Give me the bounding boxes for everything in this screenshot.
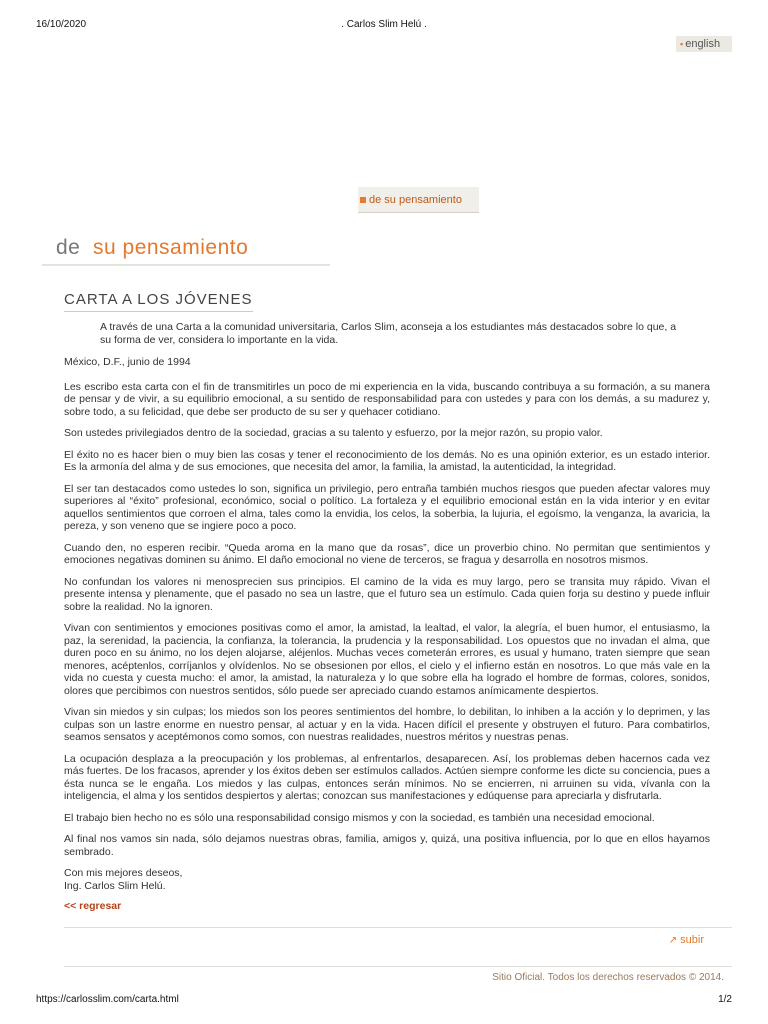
letter-paragraph: El éxito no es hacer bien o muy bien las cosas y tener el reconocimiento de los demás. No es una opinión exterior, es un estado interior. Es la armonía del alma y de sus emociones, que necesita del amor, la familia, la amistad, la autenticidad, la integridad.	[64, 448, 710, 473]
print-url: https://carlosslim.com/carta.html	[36, 994, 179, 1005]
letter-paragraph: Al final nos vamos sin nada, sólo dejamos nuestras obras, familia, amigos y, quizá, una positiva influencia, por lo que en ellos hayamos sembrado.	[64, 833, 710, 858]
letter-paragraph: No confundan los valores ni menosprecien sus principios. El camino de la vida es muy largo, pero se transita muy rápido. Vivan el presente intensa y plenamente, que el pasado no sea un lastre, que el futuro sea un estímulo. Cada quien forja su destino y puede influir sobre la realidad. No la ignoren.	[64, 575, 710, 613]
section-tab-label: de su pensamiento	[369, 194, 462, 206]
scroll-up-link[interactable]	[669, 934, 704, 946]
print-doc-title: . Carlos Slim Helú .	[341, 19, 427, 30]
letter-paragraph: El trabajo bien hecho no es sólo una responsabilidad consigo mismos y con la sociedad, es también una necesidad emocional.	[64, 811, 655, 824]
web-page	[40, 34, 736, 994]
letter-body	[64, 356, 710, 913]
language-link[interactable]	[676, 36, 732, 52]
content-divider	[64, 927, 732, 928]
copyright-text: Sitio Oficial. Todos los derechos reservados © 2014.	[492, 972, 724, 983]
letter-paragraph: Vivan con sentimientos y emociones positivas como el amor, la amistad, la lealtad, el valor, la alegría, el buen humor, el entusiasmo, la paz, la serenidad, la paciencia, la confianza, la tolerancia, la prudencia y la responsabilidad. Los opuestos que no invadan el alma, que duren poco en su ánimo, no los dejen alojarse, aléjenlos. Muchas veces cometerán errores, es usual y humano, traten siempre que sean menores, acéptenlos, corríjanlos y olvídenlos. No se obsesionen por ellos, el cielo y el infierno están en nosotros. Lo que más vale en la vida no cuesta y cuesta mucho: el amor, la amistad, la naturaleza y lo que sobre ella ha logrado el hombre de formas, colores, sonidos, olores que percibimos con nuestros sentidos, sólo puede ser apreciado cuando estamos anímicamente despiertos.	[64, 622, 710, 697]
letter-paragraph: Cuando den, no esperen recibir. “Queda aroma en la mano que da rosas”, dice un proverbio chino. No permitan que sentimientos y emociones negativas dominen su ánimo. El daño emocional no viene de terceros, se fragua y desarrolla en nosotros mismos.	[64, 541, 710, 566]
footer-divider	[64, 966, 732, 967]
letter-paragraph: El ser tan destacados como ustedes lo son, significa un privilegio, pero entraña también muchos riesgos que pueden afectar valores muy superiores al “éxito” profesional, económico, social o político. La fortaleza y el equilibrio emocional están en la vida interior y en evitar aquellos sentimientos que corroen el alma, tales como la envidia, los celos, la soberbia, la lujuria, el egoísmo, la venganza, la avaricia, la pereza, y son veneno que se ingiere poco a poco.	[64, 482, 710, 532]
letter-intro: A través de una Carta a la comunidad universitaria, Carlos Slim, aconseja a los estudiantes más destacados sobre lo que, a su forma de ver, considera lo importante en la vida.	[100, 321, 677, 346]
section-tab[interactable]	[358, 187, 479, 213]
section-header-word1: de	[56, 236, 81, 259]
letter-date: México, D.F., junio de 1994	[64, 356, 191, 368]
language-link-label: english	[685, 38, 721, 50]
section-header-word2: su pensamiento	[93, 236, 249, 259]
letter-signature	[64, 867, 710, 892]
print-header	[0, 0, 768, 34]
letter-closing: Con mis mejores deseos,	[64, 867, 183, 879]
square-bullet-icon	[360, 197, 366, 203]
arrow-up-icon: ↗	[668, 935, 678, 946]
letter-title: CARTA A LOS JÓVENES	[64, 291, 253, 312]
letter-paragraph: La ocupación desplaza a la preocupación y los problemas, al enfrentarlos, desaparecen. Así, los problemas deben hacernos cada vez más fuertes. De los fracasos, aprender y los éxitos deben ser estímulos callados. Actúen siempre conforme les dicte su conciencia, pues a ésta nunca se le engaña. Los miedos y las culpas, entonces serán mínimos. No se encierren, ni arruinen su vida, vívanla con la inteligencia, el alma y los sentidos despiertos y alertas; conozcan sus manifestaciones y edúquense para apreciarla y disfrutarla.	[64, 752, 710, 802]
letter-paragraph: Vivan sin miedos y sin culpas; los miedos son los peores sentimientos del hombre, lo debilitan, lo inhiben a la acción y lo deprimen, y las culpas son un lastre enorme en nuestro pensar, al actuar y en la vida. Hacen difícil el presente y obstruyen el futuro. Para combatirlos, seamos sensatos y aceptémonos como somos, con nuestras realidades, nuestros méritos y nuestras penas.	[64, 706, 710, 743]
letter-paragraph: Son ustedes privilegiados dentro de la sociedad, gracias a su talento y esfuerzo, por la mejor razón, su propio valor.	[64, 427, 603, 439]
letter-paragraph: Les escribo esta carta con el fin de transmitirles un poco de mi experiencia en la vida, buscando contribuya a su formación, a su manera de pensar y de vivir, a su equilibrio emocional, a su sentido de responsabilidad para con ustedes y para con los demás, a su madurez y, sobre todo, a su felicidad, que debe ser producto de su ser y quehacer cotidiano.	[64, 380, 710, 418]
back-link[interactable]: << regresar	[64, 900, 122, 912]
bullet-icon: ▪	[680, 39, 684, 49]
print-page-count: 1/2	[718, 994, 732, 1005]
section-header	[42, 230, 330, 266]
scroll-up-label: subir	[680, 934, 704, 946]
letter-signature-name: Ing. Carlos Slim Helú.	[64, 879, 166, 892]
print-date: 16/10/2020	[36, 19, 87, 30]
